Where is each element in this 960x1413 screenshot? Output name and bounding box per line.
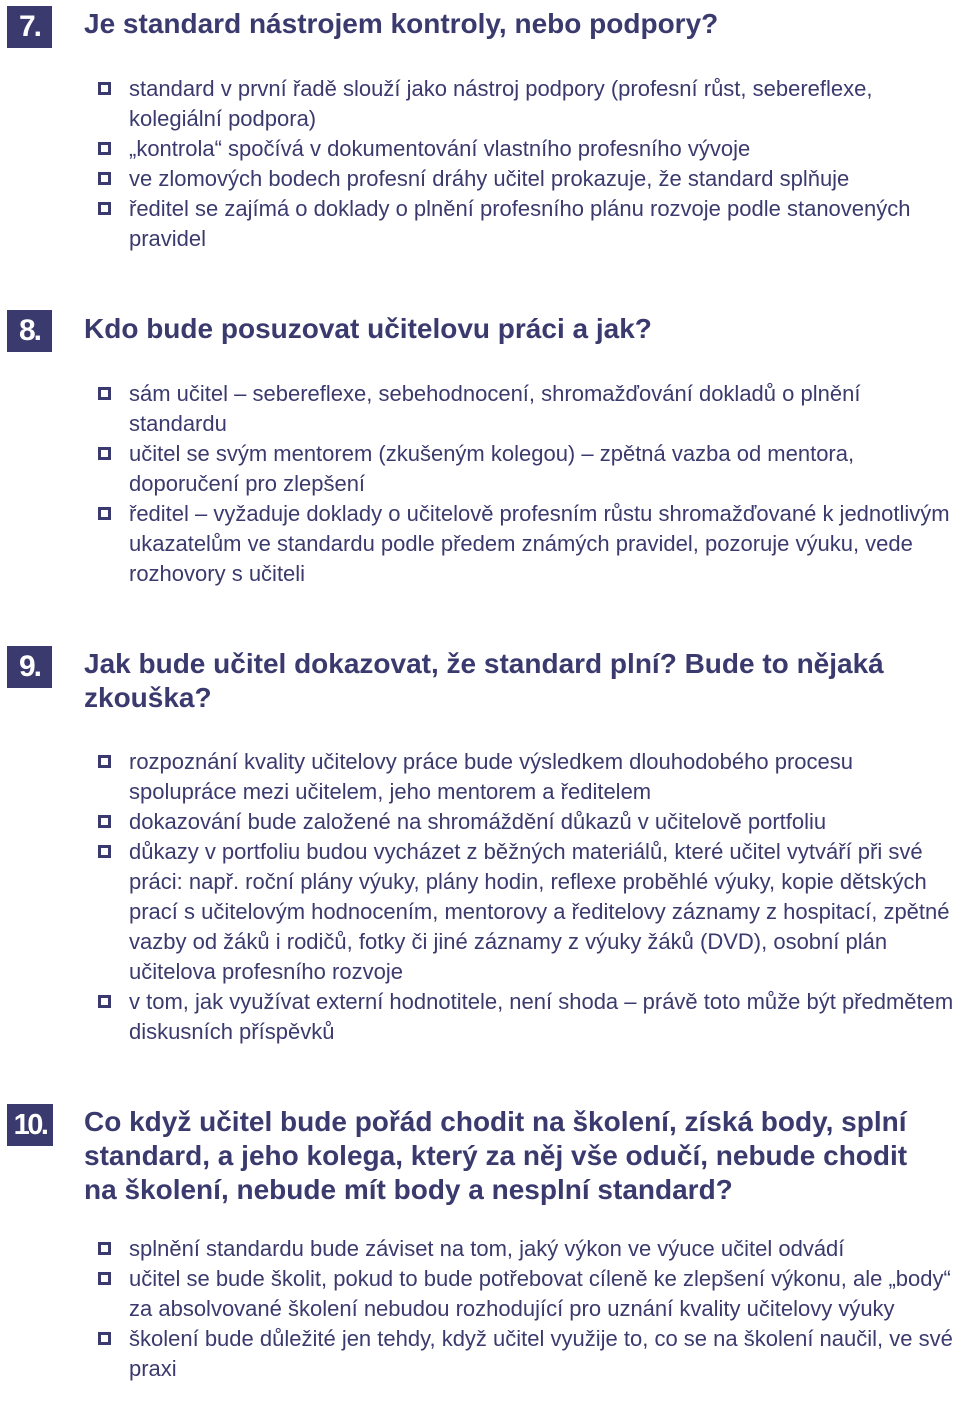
answer-list [0, 74, 960, 254]
square-bullet-icon [98, 1272, 111, 1285]
section-number-badge: 7. [7, 6, 52, 48]
section-heading: Kdo bude posuzovat učitelovu práci a jak? [84, 313, 652, 344]
list-item: „kontrola“ spočívá v dokumentování vlastního profesního vývoje [0, 134, 960, 164]
list-item: důkazy v portfoliu budou vycházet z běžných materiálů, které učitel vytváří při své práci: např. roční plány výuky, plány hodin, reflexe proběhlé výuky, kopie dětských prací s učitelovým hodnocením, mentorovy a ředitelovy záznamy z hospitací, zpětné vazby od žáků i rodičů, fotky či jiné záznamy z výuky žáků (DVD), osobní plán učitelova profesního rozvoje [0, 837, 960, 987]
square-bullet-icon [98, 755, 111, 768]
square-bullet-icon [98, 447, 111, 460]
section-number-badge: 10. [7, 1104, 53, 1146]
square-bullet-icon [98, 82, 111, 95]
list-item: rozpoznání kvality učitelovy práce bude výsledkem dlouhodobého procesu spolupráce mezi učitelem, jeho mentorem a ředitelem [0, 747, 960, 807]
list-item: standard v první řadě slouží jako nástroj podpory (profesní růst, sebereflexe, kolegiální podpora) [0, 74, 960, 134]
list-item: ředitel se zajímá o doklady o plnění profesního plánu rozvoje podle stanovených pravidel [0, 194, 960, 254]
section-number-badge: 9. [7, 646, 52, 688]
answer-list [0, 379, 960, 589]
square-bullet-icon [98, 995, 111, 1008]
square-bullet-icon [98, 1242, 111, 1255]
square-bullet-icon [98, 845, 111, 858]
square-bullet-icon [98, 815, 111, 828]
section-number-badge: 8. [7, 310, 52, 352]
list-item: splnění standardu bude záviset na tom, jaký výkon ve výuce učitel odvádí [0, 1234, 960, 1264]
answer-list [0, 1234, 960, 1384]
square-bullet-icon [98, 387, 111, 400]
section-heading: Je standard nástrojem kontroly, nebo podpory? [84, 8, 719, 39]
square-bullet-icon [98, 1332, 111, 1345]
section-heading: Co když učitel bude pořád chodit na školení, získá body, splní standard, a jeho kolega, který za něj vše odučí, nebude chodit na školení, nebude mít body a nesplní standard? [84, 1106, 908, 1205]
square-bullet-icon [98, 172, 111, 185]
section-heading: Jak bude učitel dokazovat, že standard plní? Bude to nějaká zkouška? [84, 648, 884, 713]
square-bullet-icon [98, 202, 111, 215]
answer-list [0, 747, 960, 1047]
list-item: v tom, jak využívat externí hodnotitele, není shoda – právě toto může být předmětem diskusních příspěvků [0, 987, 960, 1047]
square-bullet-icon [98, 507, 111, 520]
list-item: ve zlomových bodech profesní dráhy učitel prokazuje, že standard splňuje [0, 164, 960, 194]
list-item: učitel se svým mentorem (zkušeným kolegou) – zpětná vazba od mentora, doporučení pro zlepšení [0, 439, 960, 499]
list-item: učitel se bude školit, pokud to bude potřebovat cíleně ke zlepšení výkonu, ale „body“ za absolvované školení nebudou rozhodující pro uznání kvality učitelovy výuky [0, 1264, 960, 1324]
square-bullet-icon [98, 142, 111, 155]
list-item: školení bude důležité jen tehdy, když učitel využije to, co se na školení naučil, ve své praxi [0, 1324, 960, 1384]
list-item: ředitel – vyžaduje doklady o učitelově profesním růstu shromažďované k jednotlivým ukazatelům ve standardu podle předem známých pravidel, pozoruje výuku, vede rozhovory s učiteli [0, 499, 960, 589]
list-item: dokazování bude založené na shromáždění důkazů v učitelově portfoliu [0, 807, 960, 837]
list-item: sám učitel – sebereflexe, sebehodnocení, shromažďování dokladů o plnění standardu [0, 379, 960, 439]
